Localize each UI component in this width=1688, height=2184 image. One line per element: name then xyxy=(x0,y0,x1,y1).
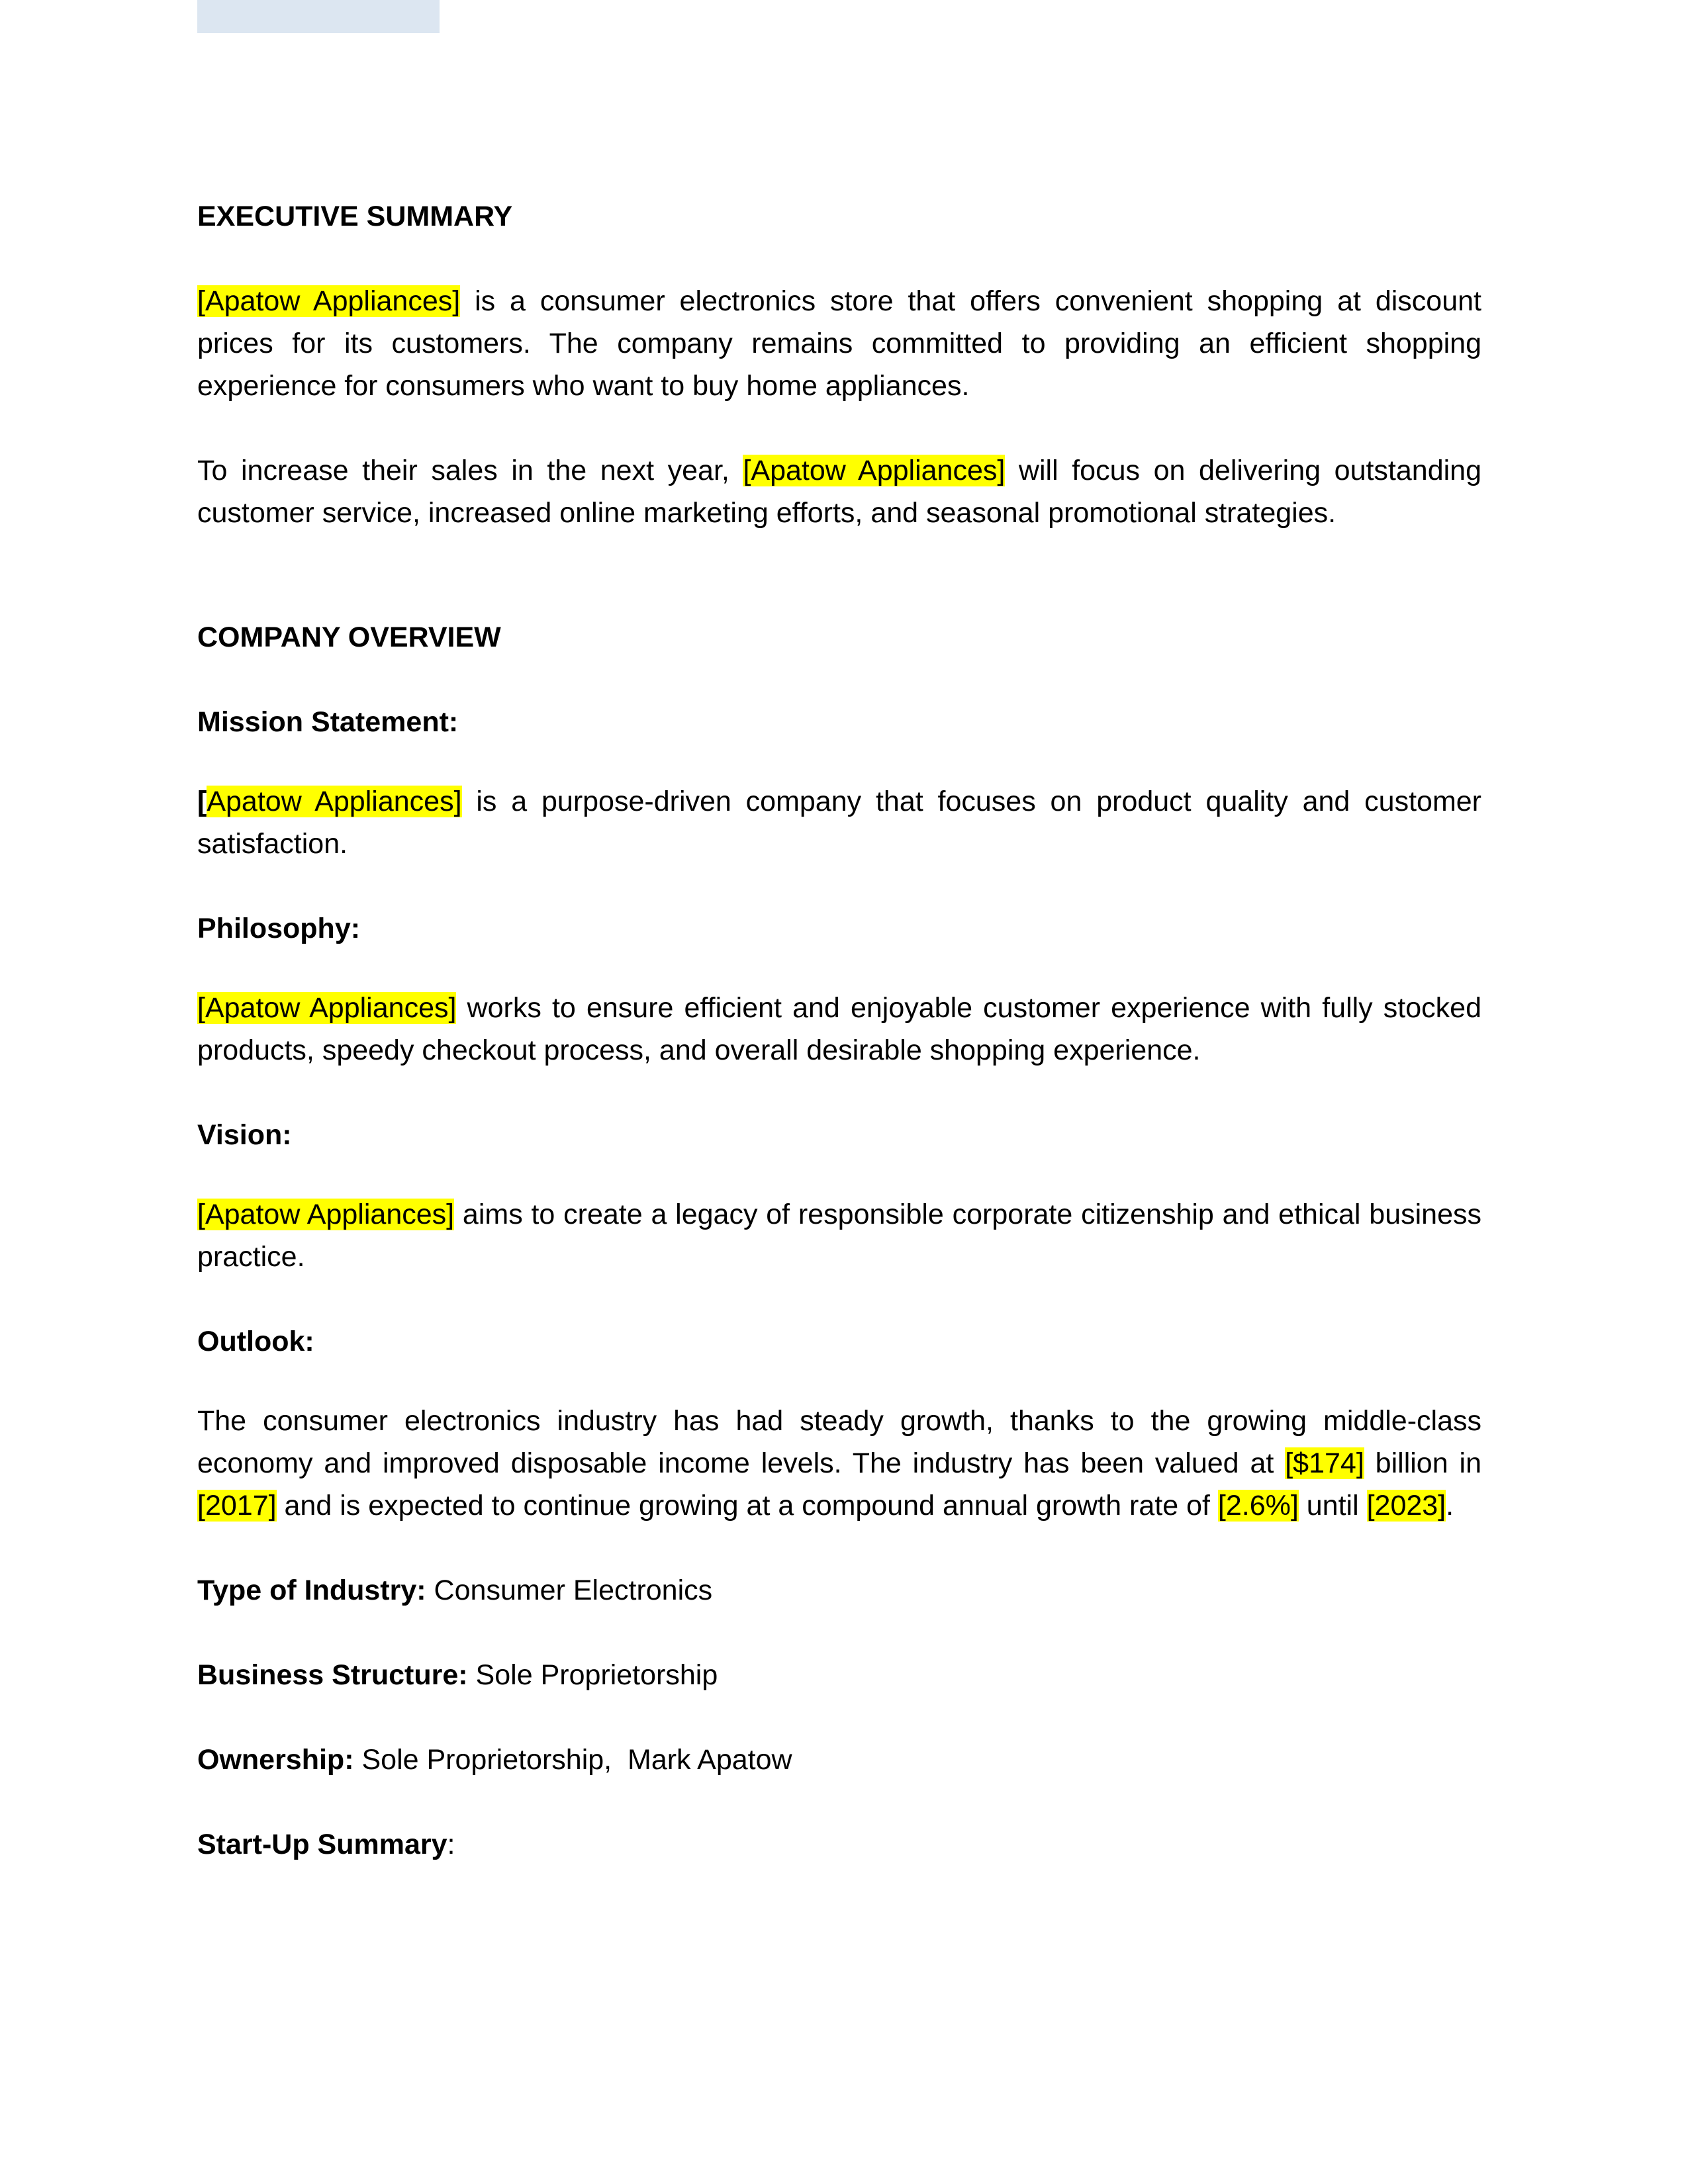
section-spacer xyxy=(197,576,1481,616)
bracket-mark: [ xyxy=(197,786,207,817)
paragraph-text: until xyxy=(1298,1490,1367,1522)
industry-value-placeholder: [$174] xyxy=(1285,1447,1364,1479)
executive-summary-heading: EXECUTIVE SUMMARY xyxy=(197,201,513,232)
paragraph-text: works to ensure efficient and enjoyable customer experience with fully stocked products, speedy checkout process, and overall desirable shopping experience. xyxy=(197,992,1481,1066)
type-of-industry-field xyxy=(197,1569,1481,1612)
philosophy-label: Philosophy: xyxy=(197,913,361,944)
document-body xyxy=(197,195,1481,1908)
outlook-paragraph xyxy=(197,1400,1481,1527)
paragraph-text: billion in xyxy=(1364,1447,1481,1479)
mission-statement-paragraph xyxy=(197,780,1481,865)
outlook-label: Outlook: xyxy=(197,1326,314,1357)
company-overview-heading: COMPANY OVERVIEW xyxy=(197,621,501,653)
field-value: Consumer Electronics xyxy=(426,1574,713,1606)
philosophy-paragraph xyxy=(197,987,1481,1071)
vision-label: Vision: xyxy=(197,1119,292,1151)
start-up-summary-field xyxy=(197,1823,1481,1866)
executive-summary-paragraph-1 xyxy=(197,280,1481,407)
paragraph-text: is a purpose-driven company that focuses on product quality and customer satisfaction. xyxy=(197,786,1481,860)
company-name-placeholder: [Apatow Appliances] xyxy=(197,1199,455,1230)
executive-summary-paragraph-2 xyxy=(197,449,1481,534)
company-name-placeholder: Apatow Appliances] xyxy=(207,786,462,817)
growth-rate-placeholder: [2.6%] xyxy=(1217,1490,1299,1522)
field-label: Start-Up Summary xyxy=(197,1829,447,1860)
company-name-placeholder: [Apatow Appliances] xyxy=(197,285,461,317)
business-structure-field xyxy=(197,1654,1481,1696)
paragraph-text: The consumer electronics industry has had steady growth, thanks to the growing middle-class economy and improved disposable income levels. The industry has been valued at xyxy=(197,1405,1481,1479)
field-value: Sole Proprietorship xyxy=(467,1659,718,1691)
paragraph-text: To increase their sales in the next year, xyxy=(197,455,743,486)
field-label: Type of Industry: xyxy=(197,1574,426,1606)
end-year-placeholder: [2023] xyxy=(1366,1490,1446,1522)
field-colon: : xyxy=(447,1829,455,1860)
company-name-placeholder: [Apatow Appliances] xyxy=(743,455,1006,486)
paragraph-text: is a consumer electronics store that offers convenient shopping at discount prices for its customers. The company remains committed to providing an efficient shopping experience for consumers who want to buy home appliances. xyxy=(197,285,1481,402)
header-band xyxy=(197,0,440,33)
mission-statement-label: Mission Statement: xyxy=(197,706,459,738)
paragraph-text: will focus on delivering outstanding customer service, increased online marketing efforts, and seasonal promotional strategies. xyxy=(197,455,1482,529)
paragraph-text: . xyxy=(1446,1490,1454,1522)
vision-paragraph xyxy=(197,1193,1481,1278)
paragraph-text: and is expected to continue growing at a compound annual growth rate of xyxy=(276,1490,1218,1522)
company-name-placeholder: [Apatow Appliances] xyxy=(197,992,457,1024)
field-label: Ownership: xyxy=(197,1744,354,1776)
paragraph-text: aims to create a legacy of responsible corporate citizenship and ethical business practice. xyxy=(197,1199,1481,1273)
field-value: Sole Proprietorship, Mark Apatow xyxy=(353,1744,792,1776)
field-label: Business Structure: xyxy=(197,1659,468,1691)
ownership-field xyxy=(197,1739,1481,1781)
year-placeholder: [2017] xyxy=(197,1490,277,1522)
